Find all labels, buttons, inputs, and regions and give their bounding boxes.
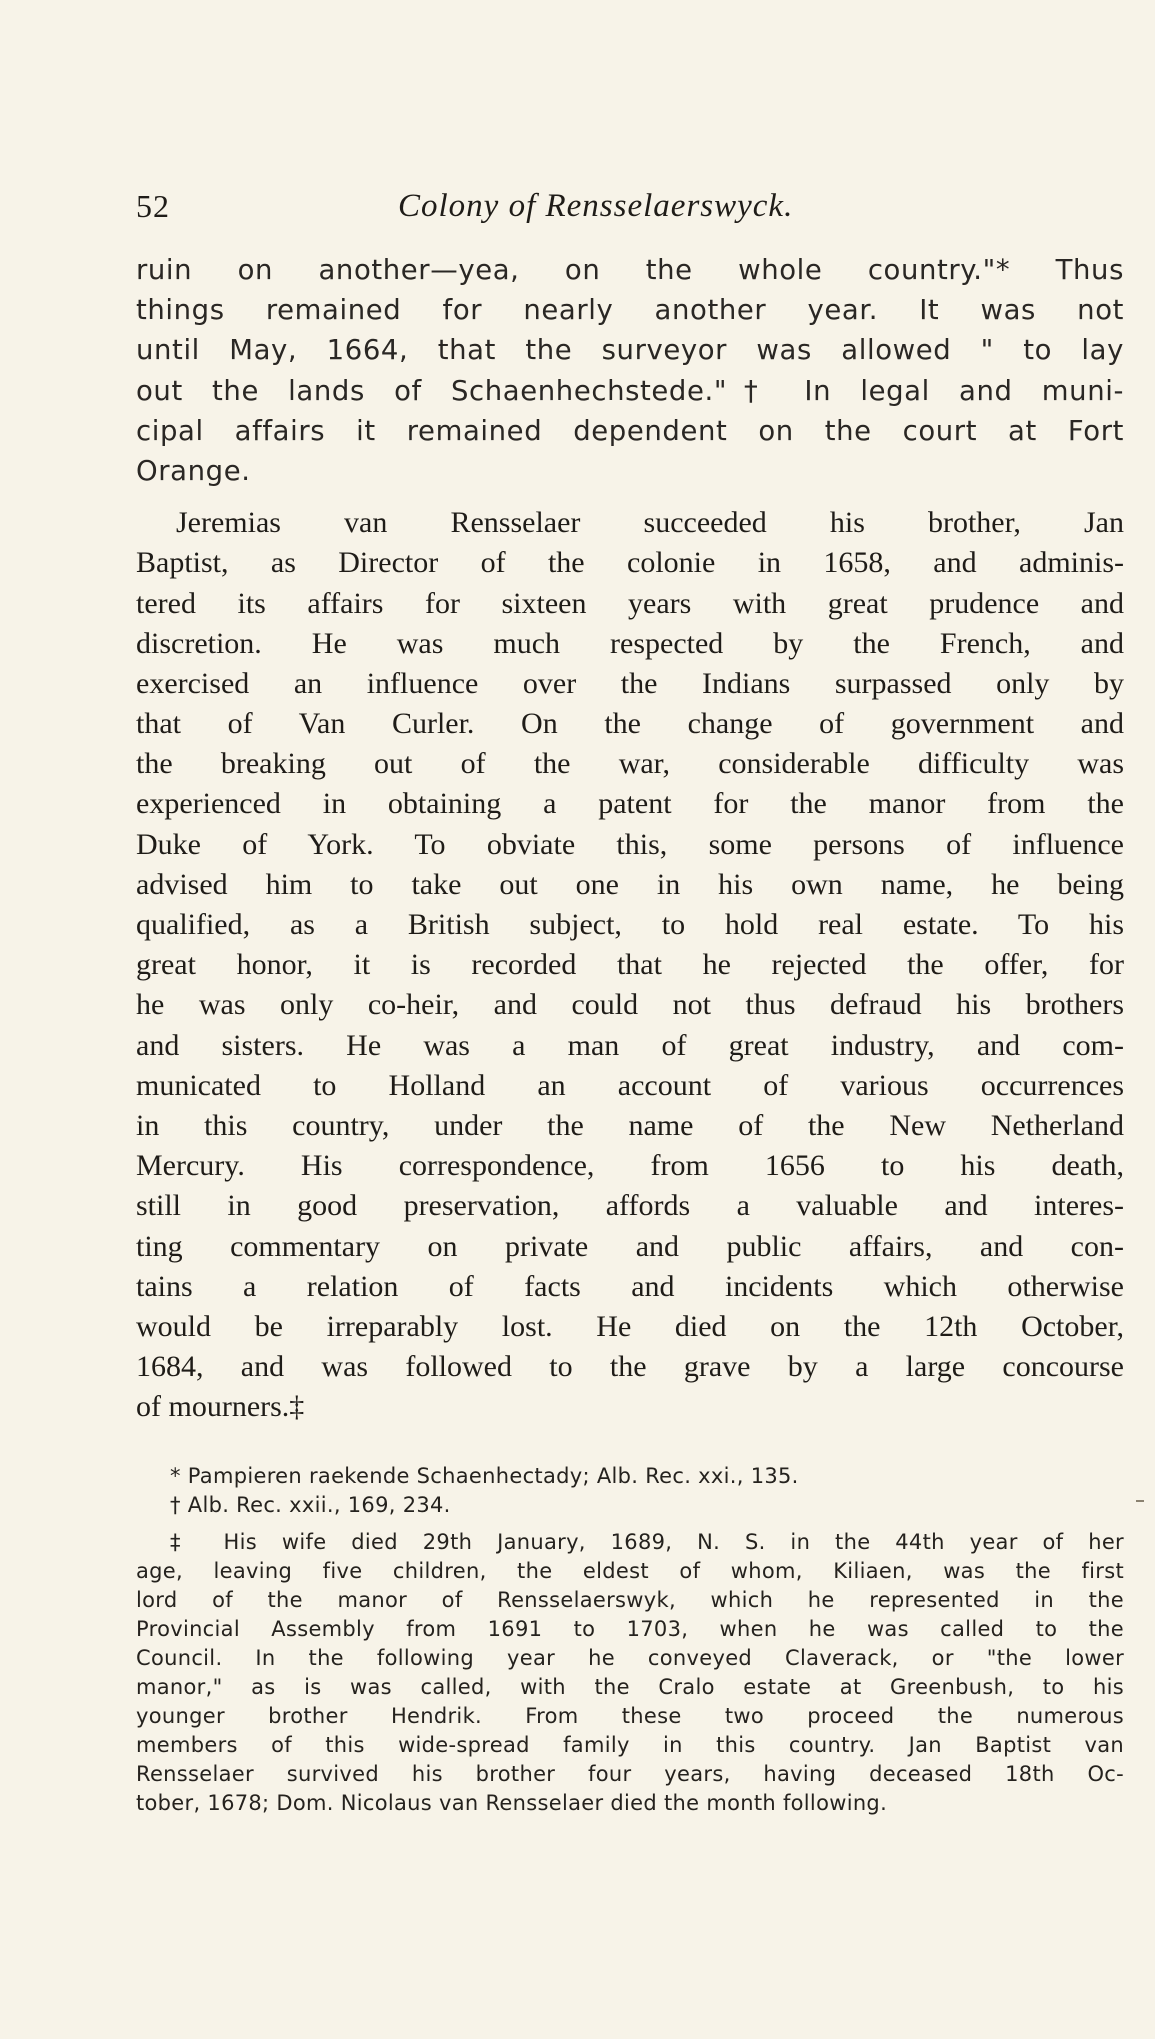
footnote	[136, 1528, 1124, 1818]
text-line: advised him to take out one in his own name, he being	[136, 867, 1124, 901]
footnotes	[136, 1462, 1124, 1818]
text-line: until May, 1664, that the surveyor was allowed " to lay	[136, 334, 1124, 367]
footnote-line: younger brother Hendrik. From these two proceed the numerous	[136, 1704, 1124, 1728]
text-line: great honor, it is recorded that he rejected the offer, for	[136, 948, 1124, 982]
text-line: still in good preservation, affords a valuable and interes-	[136, 1189, 1124, 1223]
text-line: cipal affairs it remained dependent on the court at Fort	[136, 414, 1124, 447]
margin-mark	[1136, 1500, 1144, 1502]
page-header	[136, 188, 1036, 236]
text-line: Orange.	[136, 454, 251, 487]
footnote-line: * Pampieren raekende Schaenhectady; Alb. Rec. xxi., 135.	[170, 1464, 799, 1488]
text-line: of mourners.‡	[136, 1390, 305, 1424]
text-line: he was only co-heir, and could not thus defraud his brothers	[136, 988, 1124, 1022]
text-line: would be irreparably lost. He died on the 12th October,	[136, 1309, 1124, 1343]
text-line: that of Van Curler. On the change of government and	[136, 707, 1124, 741]
footnote-line: † Alb. Rec. xxii., 169, 234.	[170, 1493, 451, 1517]
text-line: discretion. He was much respected by the French, and	[136, 626, 1124, 660]
footnote-line: ‡ His wife died 29th January, 1689, N. S. in the 44th year of her	[170, 1530, 1124, 1554]
text-line: municated to Holland an account of various occurrences	[136, 1068, 1124, 1102]
text-line: experienced in obtaining a patent for the manor from the	[136, 787, 1124, 821]
text-line: out the lands of Schaenhechstede."† In legal and muni-	[136, 374, 1124, 407]
text-line: things remained for nearly another year. It was not	[136, 294, 1124, 327]
text-line: tered its affairs for sixteen years with great prudence and	[136, 586, 1124, 620]
footnote-line: lord of the manor of Rensselaerswyk, which he represented in the	[136, 1588, 1124, 1612]
paragraph	[136, 250, 1124, 491]
text-line: ting commentary on private and public affairs, and con-	[136, 1229, 1124, 1263]
text-line: Mercury. His correspondence, from 1656 to his death,	[136, 1149, 1124, 1183]
footnote	[136, 1462, 1124, 1491]
footnote-line: tober, 1678; Dom. Nicolaus van Rensselaer died the month following.	[136, 1791, 888, 1815]
text-line: in this country, under the name of the New Netherland	[136, 1108, 1124, 1142]
footnote	[136, 1491, 1124, 1520]
text-line: the breaking out of the war, considerable difficulty was	[136, 747, 1124, 781]
text-line: and sisters. He was a man of great industry, and com-	[136, 1028, 1124, 1062]
text-line: tains a relation of facts and incidents which otherwise	[136, 1269, 1124, 1303]
text-line: exercised an influence over the Indians surpassed only by	[136, 666, 1124, 700]
text-line: qualified, as a British subject, to hold real estate. To his	[136, 908, 1124, 941]
footnote-line: members of this wide-spread family in this country. Jan Baptist van	[136, 1733, 1124, 1757]
footnote-line: age, leaving five children, the eldest of whom, Kiliaen, was the first	[136, 1559, 1124, 1583]
page-number: 52	[136, 188, 170, 224]
paragraph	[136, 503, 1124, 1427]
text-line: Jeremias van Rensselaer succeeded his brother, Jan	[176, 506, 1124, 540]
footnote-line: Council. In the following year he conveyed Claverack, or "the lower	[136, 1646, 1124, 1670]
text-line: 1684, and was followed to the grave by a large concourse	[136, 1350, 1124, 1384]
text-line: Baptist, as Director of the colonie in 1658, and adminis-	[136, 546, 1124, 580]
footnote-line: Provincial Assembly from 1691 to 1703, when he was called to the	[136, 1617, 1124, 1641]
footnote-spacer	[136, 1520, 1124, 1528]
paragraph-spacer	[136, 491, 1124, 503]
footnote-line: Rensselaer survived his brother four years, having deceased 18th Oc-	[136, 1762, 1124, 1786]
body-text	[136, 250, 1124, 1427]
footnote-line: manor," as is was called, with the Cralo estate at Greenbush, to his	[136, 1675, 1124, 1699]
text-line: Duke of York. To obviate this, some persons of influence	[136, 827, 1124, 861]
text-line: ruin on another—yea, on the whole country."* Thus	[136, 254, 1124, 286]
running-title: Colony of Rensselaerswyck.	[398, 188, 794, 224]
